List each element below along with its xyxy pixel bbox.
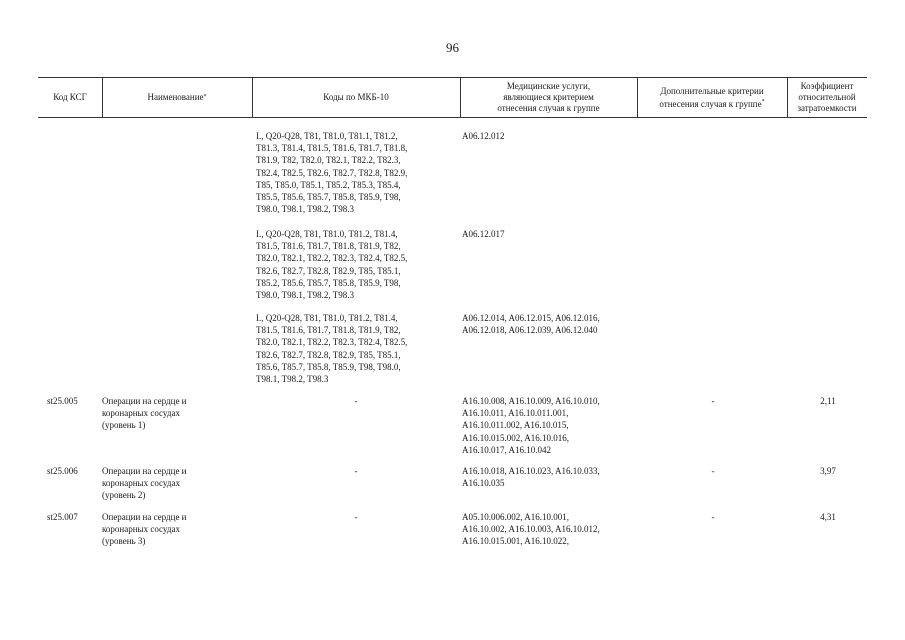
medical-services: A06.12.012	[462, 131, 505, 141]
medical-services: A06.12.014, A06.12.015, A06.12.016, A06.12.018, A06.12.039, A06.12.040	[462, 313, 600, 336]
medical-services: A06.12.017	[462, 229, 505, 239]
header-name-footnote-mark: *	[203, 94, 207, 100]
header-name: Наименование *	[147, 92, 207, 102]
medical-services: A05.10.006.002, A16.10.001, A16.10.002, A16.10.003, A16.10.012, A16.10.015.001, A16.10.022,	[462, 512, 600, 547]
ksg-code: st25.006	[47, 466, 78, 476]
header-code: Код КСГ	[53, 92, 87, 102]
header-divider	[637, 78, 638, 117]
cost-coefficient: 4,31	[820, 512, 836, 522]
mkb-codes: -	[354, 396, 358, 406]
ksg-code: st25.005	[47, 396, 78, 406]
header-coef: Коэффициент относительной затратоемкости	[797, 81, 857, 113]
header-services: Медицинские услуги, являющиеся критерием отнесения случая к группе	[497, 81, 600, 113]
table-header	[38, 77, 867, 118]
cost-coefficient: 2,11	[820, 396, 836, 406]
additional-criteria: -	[711, 512, 715, 522]
mkb-codes: I., Q20-Q28, T81, T81.0, T81.2, T81.4, T81.5, T81.6, T81.7, T81.8, T81.9, T82, T82.0, T82.1, T82.2, T82.3, T82.4, T82.5, T82.6, T82.7, T82.8, T82.9, T85, T85.1, T85.2, T85.6, T85.7, T85.8, T85.9, T98, T98.0, T98.1, T98.2, T98.3	[256, 229, 408, 301]
ksg-name: Операции на сердце и коронарных сосудах (уровень 1)	[102, 396, 187, 431]
ksg-code: st25.007	[47, 512, 78, 522]
header-divider	[787, 78, 788, 117]
additional-criteria: -	[711, 466, 715, 476]
additional-criteria: -	[711, 396, 715, 406]
medical-services: A16.10.018, A16.10.023, A16.10.033, A16.10.035	[462, 466, 600, 489]
header-divider	[460, 78, 461, 117]
medical-services: A16.10.008, A16.10.009, A16.10.010, A16.10.011, A16.10.011.001, A16.10.011.002, A16.10.015, A16.10.015.002, A16.10.016, A16.10.017, A16.10.042	[462, 396, 600, 455]
ksg-name: Операции на сердце и коронарных сосудах (уровень 2)	[102, 466, 187, 501]
mkb-codes: I., Q20-Q28, T81, T81.0, T81.2, T81.4, T81.5, T81.6, T81.7, T81.8, T81.9, T82, T82.0, T82.1, T82.2, T82.3, T82.4, T82.5, T82.6, T82.7, T82.8, T82.9, T85, T85.1, T85.6, T85.7, T85.8, T85.9, T98, T98.0, T98.1, T98.2, T98.3	[256, 313, 408, 385]
mkb-codes: -	[354, 512, 358, 522]
header-criteria: Дополнительные критерии отнесения случая к группе*	[659, 85, 765, 109]
header-mkb: Коды по МКБ-10	[323, 92, 389, 102]
header-criteria-footnote-mark: *	[761, 98, 765, 105]
header-divider	[102, 78, 103, 117]
page-number: 96	[446, 40, 459, 55]
header-divider	[252, 78, 253, 117]
ksg-table	[38, 77, 867, 547]
ksg-name: Операции на сердце и коронарных сосудах (уровень 3)	[102, 512, 187, 547]
cost-coefficient: 3,97	[820, 466, 836, 476]
mkb-codes: I., Q20-Q28, T81, T81.0, T81.1, T81.2, T81.3, T81.4, T81.5, T81.6, T81.7, T81.8, T81.9, T82, T82.0, T82.1, T82.2, T82.3, T82.4, T82.5, T82.6, T82.7, T82.8, T82.9, T85, T85.0, T85.1, T85.2, T85.3, T85.4, T85.5, T85.6, T85.7, T85.8, T85.9, T98, T98.0, T98.1, T98.2, T98.3	[256, 131, 408, 215]
mkb-codes: -	[354, 466, 358, 476]
